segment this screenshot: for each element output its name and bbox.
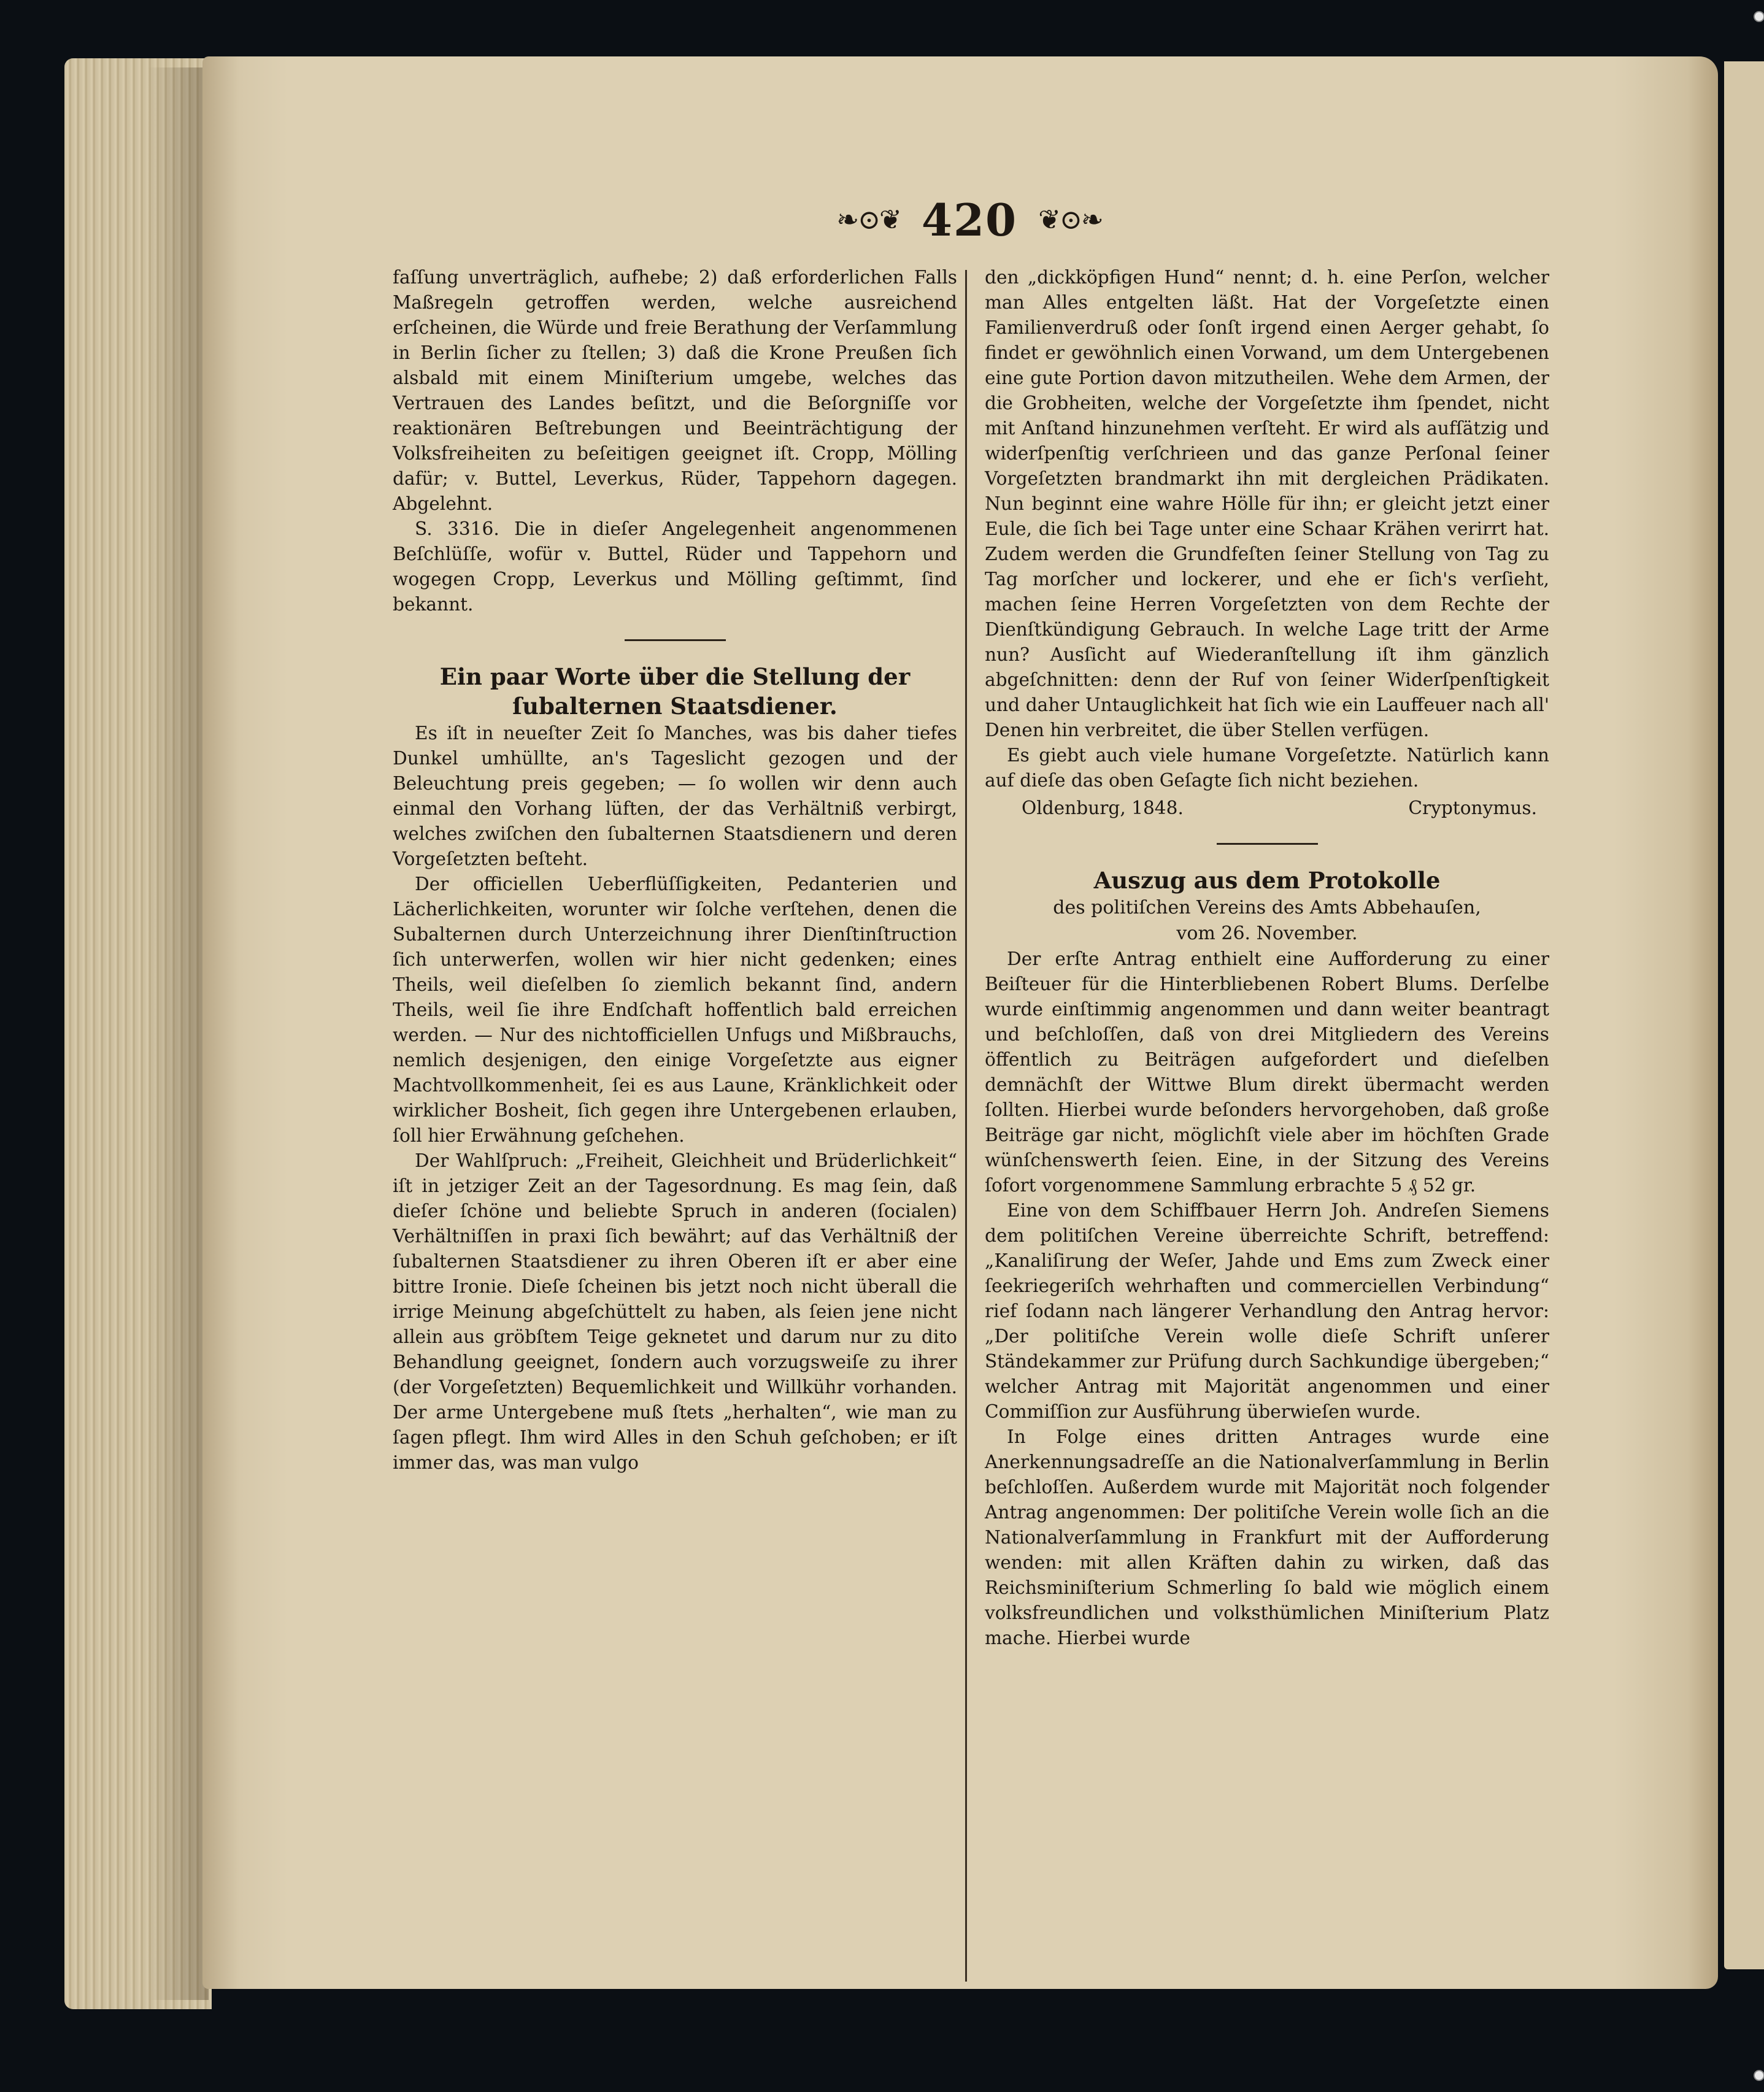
article-paragraph: den „dickköpfigen Hund“ nennt; d. h. eine Perſon, welcher man Alles entgelten läßt. Hat der Vorgeſetzte einen Familienverdruß oder ſonſt irgend einen Aerger gehabt, ſo findet er gewöhnlich einen Vorwand, um dem Untergebenen eine gute Portion davon mitzutheilen. Wehe dem Armen, der die Grobheiten, welche der Vorgeſetzte ihm ſpendet, nicht mit Anſtand hinzunehmen verſteht. Er wird als aufſätzig und widerſpenſtig verſchrieen und das ganze Perſonal ſeiner Vorgeſetzten brandmarkt ihn mit dergleichen Prädikaten. Nun beginnt eine wahre Hölle für ihn; er gleicht jetzt einer Eule, die ſich bei Tage unter eine Schaar Krähen verirrt hat. Zudem werden die Grundfeſten ſeiner Stellung von Tag zu Tag morſcher und lockerer, und ehe er ſich's verſieht, machen ſeine Herren Vorgeſetzten von dem Rechte der Dienſtkündigung Gebrauch. In welche Lage tritt der Arme nun? Ausſicht auf Wiederanſtellung iſt ihm gänzlich abgeſchnitten: denn der Ruf von ſeiner Widerſpenſtigkeit und daher Untauglichkeit hat ſich wie ein Lauffeuer nach all' Denen hin verbreitet, die über Stellen verfügen.	[985, 267, 1549, 740]
protocol-title: Auszug aus dem Protokolle	[1093, 867, 1441, 894]
section-rule	[1217, 843, 1318, 845]
right-column	[985, 265, 1549, 1651]
article-paragraph: Der Wahlſpruch: „Freiheit, Gleichheit und Brüderlichkeit“ iſt in jetziger Zeit an der Tagesordnung. Es mag ſein, daß dieſer ſchöne und beliebte Spruch in anderen (ſocialen) Verhältniſſen in praxi ſich bewährt; auf das Verhältniß der ſubalternen Staatsdiener zu ihren Oberen iſt er aber eine bittre Ironie. Dieſe ſcheinen bis jetzt noch nicht überall die irrige Meinung abgeſchüttelt zu haben, als ſeien jene nicht allein aus gröbſtem Teige geknetet und darum nur zu dito Behandlung geeignet, ſondern auch vorzugsweiſe zu ihrer (der Vorgeſetzten) Bequemlichkeit und Willkühr vorhanden. Der arme Untergebene muß ſtets „herhalten“, wie man zu ſagen pflegt. Ihm wird Alles in den Schuh geſchoben; er iſt immer das, was man vulgo	[393, 1150, 957, 1473]
protocol-subtitle: des politiſchen Vereins des Amts Abbehauſen,	[1053, 897, 1481, 918]
left-column	[393, 265, 957, 1475]
resolution-paragraph: S. 3316. Die in dieſer Angelegenheit angenommenen Beſchlüſſe, wofür v. Buttel, Rüder und Tappehorn und wogegen Cropp, Leverkus und Mölling geſtimmt, ſind bekannt.	[393, 518, 957, 615]
article-signature	[1022, 796, 1537, 821]
facing-page-edge	[1724, 61, 1764, 1969]
page-number: 420	[921, 193, 1018, 246]
column-divider	[965, 270, 967, 1982]
signature-name: Cryptonymus.	[1408, 798, 1537, 818]
section-rule	[625, 639, 726, 641]
ornament-right-icon: ❦⊙❧	[1038, 204, 1103, 236]
article-paragraph: Der officiellen Ueberflüſſigkeiten, Pedanterien und Lächerlichkeiten, worunter wir ſolche verſtehen, denen die Subalternen durch Unterzeichnung ihrer Dienſtinſtruction ſich unterwerfen, wollen wir hier nicht gedenken; eines Theils, weil dieſelben ſo ziemlich bekannt ſind, andern Theils, weil ſie ihre Endſchaft hoffentlich bald erreichen werden. — Nur des nichtofficiellen Unfugs und Mißbrauchs, nemlich desjenigen, den einige Vorgeſetzte aus eigner Machtvollkommenheit, ſei es aus Laune, Kränklichkeit oder wirklicher Bosheit, ſich gegen ihre Untergebenen erlauben, ſoll hier Erwähnung geſchehen.	[393, 874, 957, 1146]
article-title: Ein paar Worte über die Stellung der ſubalternen Staatsdiener.	[439, 663, 911, 720]
article-paragraph: Es iſt in neueſter Zeit ſo Manches, was bis daher tiefes Dunkel umhüllte, an's Tageslicht gezogen und der Beleuchtung preis gegeben; — ſo wollen wir denn auch einmal den Vorhang lüften, der das Verhältniß verbirgt, welches zwiſchen den ſubalternen Staatsdienern und deren Vorgeſetzten beſteht.	[393, 723, 957, 869]
protocol-paragraph: Eine von dem Schiffbauer Herrn Joh. Andreſen Siemens dem politiſchen Vereine überreichte Schrift, betreffend: „Kanaliſirung der Weſer, Jahde und Ems zum Zweck einer ſeekriegeriſch wehrhaften und commerciellen Verbindung“ rief ſodann nach längerer Verhandlung den Antrag hervor: „Der politiſche Verein wolle dieſe Schrift unſerer Ständekammer zur Prüfung durch Sachkundige übergeben;“ welcher Antrag mit Majorität angenommen und einer Commiſſion zur Ausführung überwieſen wurde.	[985, 1200, 1549, 1422]
book-gutter-shadow	[147, 67, 209, 2000]
protocol-paragraph: Der erſte Antrag enthielt eine Aufforderung zu einer Beiſteuer für die Hinterbliebenen Robert Blums. Derſelbe wurde einſtimmig angenommen und dann weiter beantragt und beſchloſſen, daß von drei Mitgliedern des Vereins öffentlich zu Beiträgen aufgefordert und dieſelben demnächſt der Wittwe Blum direkt übermacht werden ſollten. Hierbei wurde beſonders hervorgehoben, daß große Beiträge gar nicht, möglichſt viele aber im höchſten Grade wünſchenswerth ſeien. Eine, in der Sitzung des Vereins ſofort vorgenommene Sammlung erbrachte 5 ₰ 52 gr.	[985, 948, 1549, 1196]
page-header	[816, 195, 1123, 244]
protocol-date: vom 26. November.	[1176, 923, 1358, 944]
ornament-left-icon: ❧⊙❦	[836, 204, 901, 236]
article-paragraph: Es giebt auch viele humane Vorgeſetzte. Natürlich kann auf dieſe das oben Geſagte ſich nicht beziehen.	[985, 745, 1549, 791]
scan-target-marker-top	[1754, 11, 1764, 22]
continuation-paragraph: faſſung unverträglich, aufhebe; 2) daß erforderlichen Falls Maßregeln getroffen werden, welche ausreichend erſcheinen, die Würde und freie Berathung der Verſammlung in Berlin ſicher zu ſtellen; 3) daß die Krone Preußen ſich alsbald mit einem Miniſterium umgebe, welches das Vertrauen des Landes beſitzt, und die Beſorgniſſe vor reaktionären Beſtrebungen und Beeinträchtigung der Volksfreiheiten zu beſeitigen geeignet iſt. Cropp, Mölling dafür; v. Buttel, Leverkus, Rüder, Tappehorn dagegen. Abgelehnt.	[393, 267, 957, 514]
protocol-paragraph: In Folge eines dritten Antrages wurde eine Anerkennungsadreſſe an die Nationalverſammlung in Berlin beſchloſſen. Außerdem wurde mit Majorität noch folgender Antrag angenommen: Der politiſche Verein wolle ſich an die Nationalverſammlung in Frankfurt mit der Aufforderung wenden: mit allen Kräften dahin zu wirken, daß das Reichsminiſterium Schmerling ſo bald wie möglich einem volksfreundlichen und volksthümlichen Miniſterium Platz mache. Hierbei wurde	[985, 1426, 1549, 1648]
scan-target-marker-bottom	[1754, 2070, 1764, 2081]
signature-place: Oldenburg, 1848.	[1022, 798, 1184, 818]
